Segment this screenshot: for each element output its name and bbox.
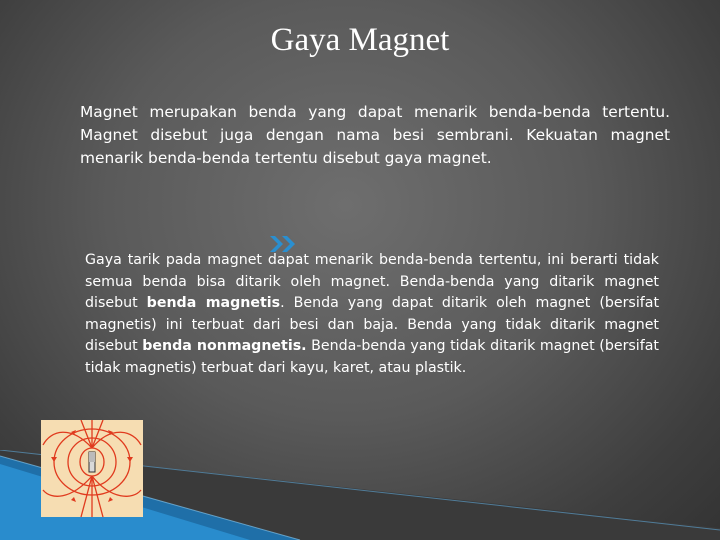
body-paragraph [85, 250, 659, 379]
term-magnetic: benda magnetis [146, 295, 281, 311]
term-nonmagnetic: benda nonmagnetis. [142, 338, 307, 354]
body-text-1: Gaya tarik pada magnet dapat menarik benda-benda tertentu, ini berarti tidak semua benda bisa ditarik oleh magnet. Benda-benda yang ditarik magnet disebut [85, 252, 659, 311]
magnetic-field-image [41, 420, 143, 517]
body-text-2: . Benda yang dapat ditarik oleh magnet (bersifat magnetis) ini terbuat dari besi dan baja. Benda yang tidak ditarik magnet disebut [85, 295, 660, 354]
intro-paragraph: Magnet merupakan benda yang dapat menarik benda-benda tertentu. Magnet disebut juga dengan nama besi sembrani. Kekuatan magnet menarik benda-benda tertentu disebut gaya magnet. [80, 103, 670, 167]
slide-title: Gaya Magnet [270, 22, 450, 58]
magnetic-field-diagram [41, 420, 143, 517]
body-text-3: Benda-benda yang tidak ditarik magnet (bersifat tidak magnetis) terbuat dari kayu, karet, atau plastik. [85, 338, 659, 376]
